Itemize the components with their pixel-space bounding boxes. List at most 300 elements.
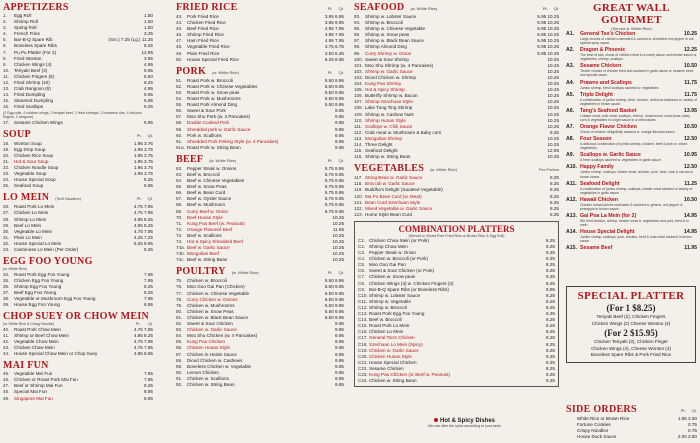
item-name: Roast Pork Chow Mein [14, 326, 61, 332]
gourmet-item[interactable] [566, 197, 697, 211]
item-description: A combination of jumbo shrimp, scallops, lobster meat sauteed in variety of vegetables in garlic sauce. [580, 186, 693, 195]
item-price: 8.25 [546, 244, 555, 249]
item-name: String Bean w. Garlic Sauce [365, 175, 423, 181]
item-price: 4.75 7.95 [133, 326, 153, 332]
item-price: 9.95 [335, 375, 344, 381]
gourmet-item[interactable] [566, 108, 697, 122]
item-name: Crispy Noodles [577, 428, 609, 434]
item-number: 81. [176, 314, 183, 320]
item-number: 70. [176, 214, 183, 220]
item-price: 8.25 [546, 298, 555, 304]
item-price: 9.95 [335, 357, 344, 363]
item-name: Seafood Delight [365, 148, 398, 154]
item-number: 58. [176, 120, 183, 126]
item-name: Hawaii Chicken [580, 196, 619, 203]
item-name: Beef w. Bean Curd [187, 190, 226, 196]
menu-item[interactable] [358, 378, 555, 384]
item-number: 90. [176, 369, 183, 375]
item-number: 32. [3, 240, 10, 246]
item-name: Sesame Chicken [580, 63, 622, 70]
special-option-2[interactable]: (For 2 $15.95) [604, 328, 658, 338]
item-price: 5.50 9.95 [324, 314, 344, 320]
item-number: 116. [354, 154, 363, 160]
item-price: (Sm.) 7.25 (Lg.) 11.25 [108, 37, 153, 43]
gourmet-item-row [566, 108, 697, 114]
item-price: 5.75 9.95 [324, 190, 344, 196]
appetizers-note: (2 Egg rolls, 4 chicken wings, 2 teriyaki beef, 2 fried shrimps, 2 boneless ribs, 4 chicken fingers, 2 rangoon) [3, 110, 142, 119]
item-name: Roast Pork w. Chinese Vegetables [187, 83, 258, 89]
item-number: 38. [3, 295, 10, 301]
item-name: Sesame Chicken [369, 365, 404, 371]
item-number: 33. [3, 247, 10, 252]
item-number: C11. [358, 298, 368, 304]
item-name: Lemon Chicken [187, 369, 219, 375]
item-price: 10.25 [547, 117, 559, 123]
gourmet-item[interactable] [566, 124, 697, 134]
item-name: Shredded Pork Peking Style (w. 4 Pancakes) [187, 138, 279, 144]
item-number: C13. [358, 311, 368, 317]
hot-spicy-legend: Hot & Spicy Dishes [362, 418, 567, 424]
item-price: 12.50 [684, 164, 697, 171]
vegetables-heading: VEGETABLES (w. White Rice) Per Portion [354, 163, 559, 175]
gourmet-item-row [566, 92, 697, 98]
item-name: Sweet & Sour Chicken (or Pork) [369, 268, 435, 274]
item-price: 5.95 10.25 [537, 20, 559, 26]
item-name: Lake Tung Ting Shrimp [365, 105, 413, 111]
item-name: Chicken or Roast Pork Mai Fun [14, 377, 78, 383]
item-number: 79. [176, 302, 183, 308]
item-name: Shrimp Hunan Style [365, 117, 406, 123]
item-number: 1. [3, 13, 7, 18]
item-number: 122. [354, 205, 363, 211]
menu-item[interactable] [176, 145, 344, 151]
item-name: Chicken Fingers (5) [14, 73, 55, 79]
item-name: Roast Pork w. Broccoli [187, 77, 233, 83]
item-price: 10.25 [547, 105, 559, 111]
item-price: 1.95 3.75 [133, 140, 153, 146]
item-number: 84. [176, 333, 183, 339]
item-name: Butterfly Shrimp w. Bacon [365, 93, 418, 99]
item-name: Curry Chicken w. Onions [187, 296, 238, 302]
item-price: 2.00 3.50 [677, 434, 697, 440]
poultry-heading: POULTRY (w. White Rice) Pt. Qt. [176, 266, 344, 278]
item-price: 8.25 [144, 43, 153, 49]
item-name: Gai Poa La Mein (for 2) [580, 212, 637, 219]
item-number: 74a. [176, 245, 185, 251]
item-name: Steamed Dumpling [14, 98, 54, 104]
item-price: 7.95 [144, 295, 153, 301]
item-price: 7.95 [144, 371, 153, 377]
item-name: Bar-B-Q Spare Ribs (or Boneless Ribs) [369, 286, 449, 292]
item-price: 9.95 [335, 138, 344, 144]
item-name: Shrimp w. Black Bean Sauce [365, 38, 424, 44]
item-price: 11.95 [684, 245, 697, 252]
item-price: 11.75 [684, 91, 697, 98]
menu-item[interactable] [3, 351, 153, 357]
item-price: 9.95 [335, 327, 344, 333]
item-name: Bean Curd Szechuan Style [365, 199, 421, 205]
item-price: 10.50 [684, 196, 697, 203]
item-number: A7. [566, 124, 575, 131]
item-name: Diced Chicken w. Shrimp [365, 74, 417, 80]
item-price: 3.95 [144, 55, 153, 61]
item-price: 14.95 [684, 229, 697, 236]
item-number: C7. [358, 274, 366, 280]
item-number: 78. [176, 296, 183, 302]
menu-item[interactable] [176, 57, 344, 63]
special-option-1[interactable]: (For 1 $8.25) [606, 303, 656, 313]
item-number: 87. [176, 351, 183, 357]
item-price: 9.95 [335, 351, 344, 357]
item-name: Egg Drop Soup [14, 146, 46, 152]
item-description: Stir fried chicken, shrimp, lobster meat w. vegetables and pork, fried in lo mein. [580, 218, 689, 228]
item-name: Chicken w. String Bean [369, 378, 417, 384]
gourmet-item[interactable] [566, 63, 697, 77]
gourmet-item[interactable] [566, 152, 697, 162]
item-number: 15. [3, 98, 10, 104]
menu-item[interactable] [3, 302, 153, 308]
item-price: 8.25 [546, 365, 555, 371]
item-price: 7.95 [144, 377, 153, 383]
pork-heading: PORK (w. White Rice) Pt. Qt. [176, 65, 344, 77]
item-number: 28. [3, 216, 10, 222]
item-name: Beef Egg Foo Young [14, 289, 57, 295]
item-name: House Special Delight [580, 229, 635, 236]
item-name: General Tso's Chicken [369, 335, 415, 341]
item-price: 5.50 9.95 [324, 102, 344, 108]
item-price: 4.95 8.25 [133, 222, 153, 228]
item-number: 121. [354, 199, 363, 205]
side-orders-heading: SIDE ORDERS Pt. Qt. [566, 404, 697, 415]
menu-item[interactable] [566, 434, 697, 440]
item-number: 74b. [176, 251, 185, 257]
item-number: A2. [566, 47, 575, 54]
item-price: 8.25 [546, 378, 555, 384]
item-price: 8.25 [144, 289, 153, 295]
item-number: 118. [354, 181, 363, 187]
item-price: 8.25 [546, 371, 555, 377]
item-name: Shrimp Egg Foo Young [14, 283, 62, 289]
item-number: 74. [176, 239, 183, 244]
menu-item[interactable] [3, 104, 153, 110]
item-price: 10.25 [547, 154, 559, 160]
item-number: 102. [354, 68, 363, 74]
item-price: 3.95 6.95 [324, 20, 344, 26]
item-name: Tang's Seafood Basket [580, 107, 637, 114]
item-price: 10.25 [332, 257, 344, 263]
item-number: 54. [176, 96, 183, 102]
item-number: 117. [354, 175, 363, 181]
item-price: 6.95 [144, 183, 153, 189]
item-name: Seafood Delight [580, 180, 620, 187]
mai-fun-heading: MAI FUN [3, 360, 49, 372]
item-name: Shrimp w. Broccoli [369, 304, 407, 310]
item-number: C1. [358, 237, 366, 243]
item-description: Jumbo shrimp, scallops, lobster meat, chicken, pork, beef, crab & carrots in brown sauce. [580, 170, 693, 179]
item-price: 4.25 7.25 [133, 234, 153, 240]
item-price: 8.25 [546, 304, 555, 310]
item-price: 5.75 9.95 [324, 196, 344, 202]
item-number: 106. [354, 93, 363, 99]
great-wall-gourmet-heading: GREAT WALL GOURMET [592, 2, 671, 26]
gourmet-item[interactable] [566, 181, 697, 195]
item-price: 10.25 [332, 214, 344, 220]
gourmet-item[interactable] [566, 92, 697, 106]
menu-item[interactable]: 17. Sesame Chicken Wings 6.95 [3, 119, 153, 125]
item-number: 97. [354, 38, 361, 44]
menu-item[interactable] [354, 212, 559, 218]
item-number: 77. [176, 290, 183, 296]
item-name: General Tso's Chicken [580, 31, 636, 37]
item-price: 8.25 [546, 256, 555, 262]
item-number: 57. [176, 114, 183, 120]
item-name: Chicken Lo Mein [369, 329, 404, 335]
gourmet-item[interactable] [566, 245, 697, 251]
item-number: 49. [3, 395, 10, 401]
item-name: Beef or Shrimp Mai Fun [14, 383, 63, 389]
item-number: C16. [358, 329, 368, 335]
item-price: 10.25 [547, 141, 559, 147]
item-price: 5.75 9.95 [324, 171, 344, 177]
item-number: 107. [354, 99, 363, 105]
item-number: 31. [3, 234, 10, 240]
item-price: 8.25 [546, 262, 555, 268]
item-description: Jumbo shrimp, scallops, pork, chicken, beef & crab meat sauteed in brown sauce. [580, 235, 692, 244]
combination-platters-note: (Served w. Roast Pork Fried Rice or Brown Rice & Egg Roll) [408, 233, 505, 238]
item-name: Shrimp w. Snow peas [365, 32, 410, 38]
item-price: 5.75 9.95 [324, 208, 344, 214]
item-number: 7. [3, 49, 7, 55]
item-number: 4. [3, 31, 7, 37]
item-number: C23. [358, 371, 368, 377]
item-name: Sweet & Sour Chicken [187, 321, 233, 327]
item-price: 8.25 [546, 280, 555, 286]
item-price: 4.75 7.95 [133, 338, 153, 344]
gourmet-item[interactable] [566, 229, 697, 243]
menu-item[interactable] [3, 183, 153, 189]
item-name: French Fries [14, 31, 40, 37]
item-name: House Special Chow Mein or Chop Suey [14, 351, 98, 357]
item-number: 48. [3, 389, 10, 395]
item-name: Chicken w. Scallions [187, 375, 229, 381]
item-price: 4.95 8.25 [133, 332, 153, 338]
item-name: Pu Pu Platter (For 2) [14, 49, 57, 55]
item-price: 4.75 7.95 [133, 344, 153, 350]
item-price: 9.95 [335, 369, 344, 375]
item-number [566, 434, 577, 440]
gourmet-item-row [566, 245, 697, 251]
item-name: Moo Goo Gai Pan (Chicken) [187, 284, 245, 290]
special-platter-box [566, 286, 696, 363]
item-number: 29. [3, 222, 10, 228]
item-number: 61a. [176, 144, 185, 150]
pork-section [176, 66, 344, 151]
item-name: Chicken w. String Bean [187, 381, 235, 387]
chop-suey-sub: (w. White Rice & Crispy Noodle) Pt. Qt. [3, 322, 153, 327]
item-number: 96. [354, 32, 361, 38]
item-name: Spring Roll [14, 25, 37, 31]
item-number: 9. [3, 61, 7, 67]
item-number: 46. [3, 377, 10, 383]
item-price: 8.95 [144, 302, 153, 308]
item-name: Beef Lo Mein [14, 222, 42, 228]
item-name: Seafood Soup [14, 183, 44, 189]
item-price: 6.95 [144, 92, 153, 98]
soup-section [3, 129, 153, 190]
item-description: Tender chunks of chicken fried and sauteed in garlic sauce w. sesame seed and special sauce. [580, 69, 694, 78]
menu-item[interactable] [354, 154, 559, 160]
item-name: Ma Po Bean Curd (w. Meat) [365, 193, 422, 199]
item-name: Chicken w. Garlic Sauce [187, 327, 237, 333]
item-price: 10.25 [547, 99, 559, 105]
item-name: Shrimp Almond Ding [365, 44, 407, 50]
item-name: Happy Family [580, 164, 614, 171]
item-price: 8.25 [550, 181, 559, 187]
item-number: 44. [176, 20, 183, 26]
item-name: Vegetable or Mushroom Egg Foo Young [14, 295, 96, 301]
item-price: 1.50 [144, 19, 153, 25]
item-price: 14.95 [684, 212, 697, 219]
item-number: 60. [176, 132, 183, 138]
item-name: Shrimp w. Lobster Sauce [365, 14, 417, 19]
item-name: Moo Shu Chicken (w. 4 Pancakes) [187, 333, 258, 339]
item-name: Special Mai Fun [14, 389, 47, 395]
menu-item[interactable] [3, 247, 153, 253]
gourmet-item[interactable] [566, 31, 697, 45]
item-price: 4.95 8.95 [133, 351, 153, 357]
item-price: 8.25 [550, 187, 559, 193]
item-name: Chicken Noodle Soup [14, 164, 59, 170]
item-number: 110. [354, 117, 363, 123]
item-number: 86. [176, 345, 183, 351]
appetizers-heading: APPETIZERS [3, 2, 69, 13]
gourmet-item[interactable] [566, 136, 697, 150]
item-price: 9.95 [335, 114, 344, 120]
item-name: Boneless Spare Ribs [14, 43, 57, 49]
item-number: 11. [3, 73, 10, 79]
item-name: Home Style Bean Curd [365, 211, 412, 217]
gourmet-item-row [566, 197, 697, 203]
item-price: 1.95 3.75 [133, 171, 153, 177]
item-number: 6. [3, 43, 7, 49]
gourmet-item[interactable] [566, 80, 697, 90]
item-price: 5.25 8.95 [324, 56, 344, 62]
item-name: Orange Flavored Beef [187, 226, 233, 232]
item-number: 53. [176, 89, 183, 95]
spice-note: We can alter the spice according to your taste [428, 424, 501, 428]
item-price: 4.95 7.95 [324, 32, 344, 38]
special-platter-heading: SPECIAL PLATTER [577, 290, 685, 302]
item-name: Hot & Spicy Shredded Beef [187, 239, 243, 244]
item-price: 9.95 [335, 120, 344, 126]
gourmet-item[interactable] [566, 213, 697, 227]
item-name: Teriyaki Beef (3) [14, 67, 48, 73]
item-number: 49. [176, 50, 183, 56]
item-name: Buddha's Delight (Sauteed Vegetable) [365, 187, 443, 193]
item-name: Moo Shu Pork (w. 4 Pancakes) [187, 114, 251, 120]
item-name: Cantonese Lo Mein (Per Order) [14, 247, 79, 252]
item-price: 12.95 [141, 49, 153, 55]
item-name: Shrimp w. Chinese Vegetable [365, 26, 426, 32]
item-number: 91. [176, 375, 183, 381]
item-name: Chicken w. Broccoli [187, 278, 227, 284]
item-price: 3.25 [144, 31, 153, 37]
item-number: A11. [566, 180, 577, 187]
menu-item[interactable] [176, 257, 344, 263]
item-number: C15. [358, 323, 368, 329]
item-name: Beef w. Snow Peas [187, 184, 227, 190]
item-name: Shredded pork w. Garlic Sauce [187, 126, 251, 132]
item-price: 8.25 [546, 323, 555, 329]
item-number: 62. [176, 165, 183, 171]
menu-item[interactable] [176, 382, 344, 388]
item-price: 5.50 [144, 73, 153, 79]
item-price: 3.50 6.25 [324, 50, 344, 56]
item-number: 88. [176, 357, 183, 363]
item-price: 4.95 [144, 86, 153, 92]
item-price: 8.25 [546, 250, 555, 256]
item-name: Shrimp Lo Mein [14, 216, 47, 222]
item-number: 108. [354, 105, 363, 111]
menu-item[interactable] [3, 396, 153, 402]
item-price: 3.75 6.75 [324, 44, 344, 50]
item-price: 7.95 [144, 271, 153, 277]
item-name: Bar-B-Q Spare Rib [14, 37, 53, 43]
gourmet-item[interactable] [566, 47, 697, 61]
item-number: 72. [176, 226, 183, 232]
item-number: 20. [3, 152, 10, 158]
item-description: The best of sea, chunk of chicken meat in a lovely sauce and lobster sauce w. vegetables, shrimp, scallops. [580, 53, 697, 62]
item-number: 59. [176, 126, 183, 132]
item-name: Roast Pork Egg Foo Young [14, 271, 70, 277]
item-number: 10. [3, 67, 10, 73]
item-number: 34. [3, 271, 10, 277]
item-price: 5.95 10.25 [537, 32, 559, 38]
item-name: Kung Pao Beef (w. Peanuts) [187, 220, 245, 226]
item-number: 2. [3, 19, 7, 25]
item-name: Roast Pork Almond Ding [187, 102, 238, 108]
item-number: 113. [354, 135, 363, 141]
item-name: Curry Shrimp w. Onion [365, 50, 412, 56]
item-price: 10.25 [684, 31, 697, 37]
item-number: 19. [3, 146, 10, 152]
item-name: Ham Fried Rice [187, 38, 219, 44]
item-price: 5.75 9.95 [324, 184, 344, 190]
fried-rice-section [176, 2, 344, 63]
chop-suey-section [3, 311, 153, 357]
item-price: 9.95 [335, 339, 344, 345]
item-price: 5.50 9.95 [324, 89, 344, 95]
item-number: 83. [176, 327, 183, 333]
gourmet-item[interactable] [566, 164, 697, 178]
item-number: 45. [176, 26, 183, 32]
item-number: 23. [3, 171, 10, 177]
item-price: 5.95 10.25 [537, 50, 559, 56]
item-number: 101. [354, 62, 363, 68]
item-price: 4.95 7.95 [324, 26, 344, 32]
item-number: 111. [354, 123, 363, 129]
item-price: 0.75 [688, 428, 697, 434]
item-price: 9.95 [335, 126, 344, 132]
item-name: Shrimp w. Lobster Sauce [369, 292, 421, 298]
item-price: 8.95 [144, 389, 153, 395]
item-number: 105. [354, 87, 363, 93]
item-name: Sweet & Sour Shrimp [365, 56, 409, 62]
item-price: 11.75 [684, 79, 697, 86]
item-number: 44. [3, 351, 10, 357]
item-name: Chicken Hunan Style [187, 345, 230, 351]
item-number: 119. [354, 187, 363, 193]
